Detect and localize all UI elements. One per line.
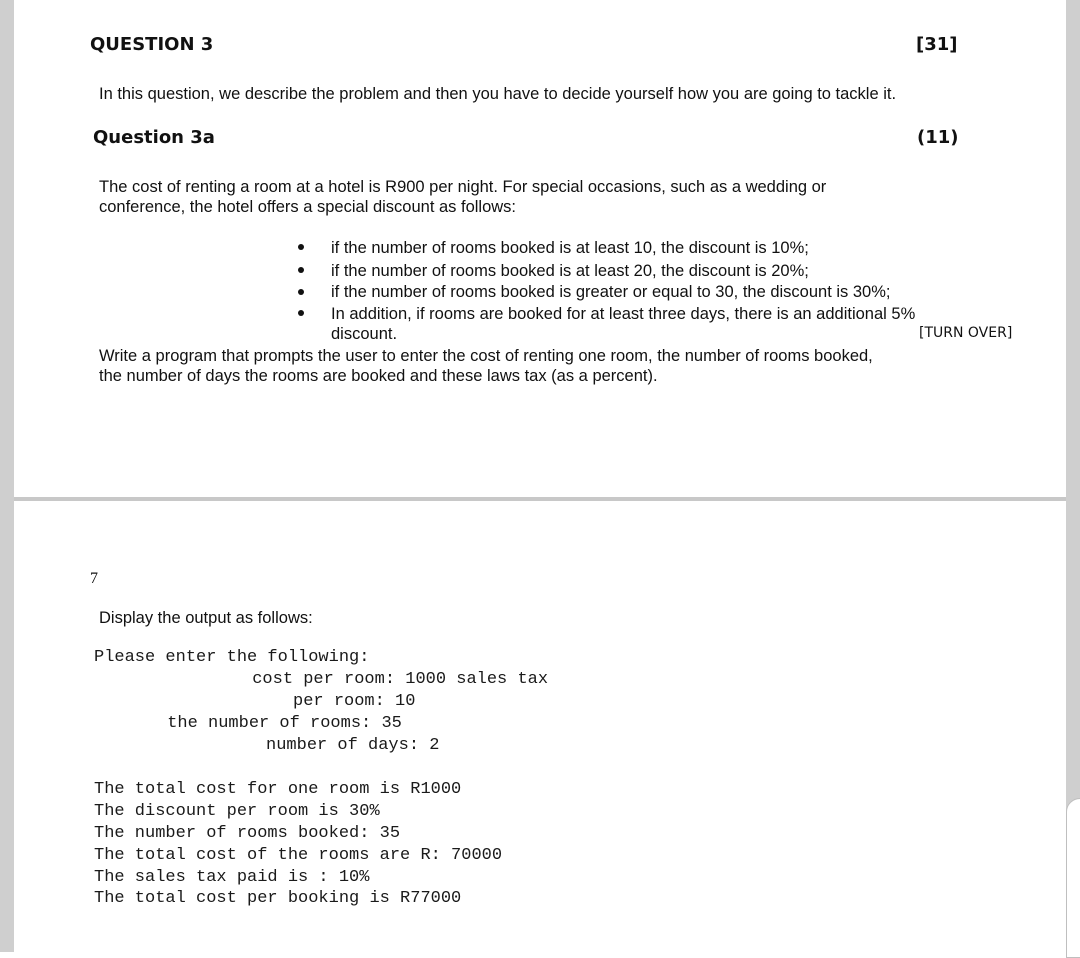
- description-line: conference, the hotel offers a special discount as follows:: [99, 198, 517, 216]
- result-line: The total cost of the rooms are R: 70000: [94, 846, 503, 865]
- prompt-line: number of days: 2: [164, 736, 440, 755]
- bullet-icon: [298, 310, 304, 316]
- question-title: QUESTION 3: [90, 34, 214, 55]
- question-intro: In this question, we describe the problem and then you have to decide yourself how you are going to tackle it.: [99, 85, 897, 103]
- bullet-icon: [298, 289, 304, 295]
- result-line: The total cost per booking is R77000: [94, 889, 462, 908]
- bullet-item: if the number of rooms booked is greater or equal to 30, the discount is 30%;: [331, 283, 891, 301]
- turn-over-label: [TURN OVER]: [919, 325, 1013, 341]
- scroll-handle[interactable]: [1066, 798, 1080, 958]
- result-line: The discount per room is 30%: [94, 802, 380, 821]
- prompt-line: Please enter the following:: [94, 648, 370, 667]
- prompt-line: cost per room: 1000 sales tax: [140, 670, 549, 689]
- task-line: the number of days the rooms are booked and these laws tax (as a percent).: [99, 367, 658, 385]
- task-line: Write a program that prompts the user to enter the cost of renting one room, the number of rooms booked,: [99, 347, 873, 365]
- page-divider: [14, 497, 1066, 501]
- bullet-item: In addition, if rooms are booked for at least three days, there is an additional 5%: [331, 305, 916, 323]
- page-number: 7: [90, 570, 98, 587]
- bullet-item-continuation: discount.: [331, 325, 398, 343]
- prompt-line: the number of rooms: 35: [106, 714, 402, 733]
- description-line: The cost of renting a room at a hotel is R900 per night. For special occasions, such as a wedding or: [99, 178, 827, 196]
- bullet-item: if the number of rooms booked is at least 10, the discount is 10%;: [331, 239, 809, 257]
- question-marks: [31]: [916, 34, 958, 55]
- subquestion-marks: (11): [917, 127, 959, 148]
- result-line: The sales tax paid is : 10%: [94, 868, 370, 887]
- display-heading: Display the output as follows:: [99, 609, 313, 627]
- subquestion-title: Question 3a: [93, 127, 215, 148]
- bullet-icon: [298, 244, 304, 250]
- bullet-icon: [298, 267, 304, 273]
- prompt-line: per room: 10: [140, 692, 416, 711]
- result-line: The total cost for one room is R1000: [94, 780, 462, 799]
- bullet-item: if the number of rooms booked is at least 20, the discount is 20%;: [331, 262, 809, 280]
- left-gutter: [0, 0, 14, 952]
- result-line: The number of rooms booked: 35: [94, 824, 401, 843]
